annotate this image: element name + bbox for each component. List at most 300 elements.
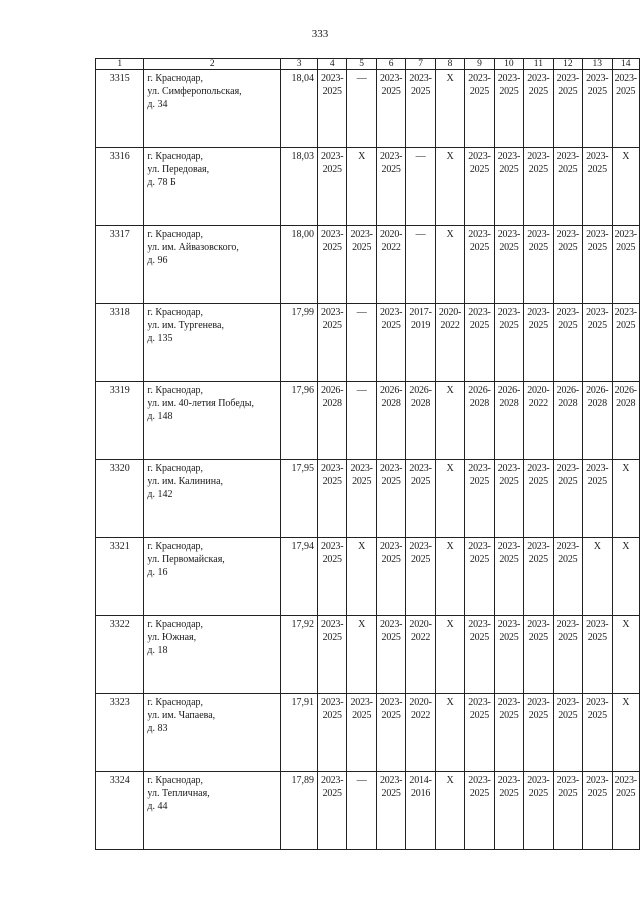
- value-cell: 17,99: [281, 304, 318, 382]
- period-cell: [317, 70, 346, 148]
- period-line: 2023-: [556, 151, 579, 162]
- address-line: г. Краснодар,: [147, 73, 204, 84]
- period-cell: [406, 304, 435, 382]
- address-line: д. 148: [147, 411, 173, 422]
- period-line: 2023-: [527, 229, 550, 240]
- period-line: 2025: [352, 242, 372, 253]
- period-cell: [494, 304, 523, 382]
- period-cell: [347, 304, 376, 382]
- address-line: г. Краснодар,: [147, 619, 204, 630]
- period-cell: [465, 616, 494, 694]
- period-line: 2023-: [527, 541, 550, 552]
- period-line: 2025: [528, 710, 548, 721]
- period-line: 2025: [381, 710, 401, 721]
- period-line: 2025: [381, 164, 401, 175]
- column-header: 7: [406, 59, 435, 70]
- period-cell: [553, 148, 582, 226]
- period-line: Х: [593, 541, 601, 552]
- column-header: 14: [612, 59, 639, 70]
- period-line: 2023-: [468, 541, 491, 552]
- period-line: 2026-: [614, 385, 637, 396]
- period-line: 2023-: [379, 307, 403, 318]
- period-line: 2025: [322, 554, 342, 565]
- period-line: 2026-: [379, 385, 403, 396]
- period-line: 2025: [469, 788, 490, 799]
- period-line: 2025: [322, 242, 342, 253]
- period-line: 2023-: [497, 151, 521, 162]
- period-line: —: [356, 385, 367, 396]
- period-line: Х: [622, 697, 630, 708]
- period-line: 2023-: [586, 151, 609, 162]
- period-cell: [524, 70, 553, 148]
- period-cell: [612, 382, 639, 460]
- period-line: 2023-: [379, 697, 403, 708]
- period-line: 2028: [381, 398, 401, 409]
- period-line: 2025: [499, 164, 519, 175]
- period-line: Х: [446, 151, 454, 162]
- row-number: 3321: [96, 538, 144, 616]
- period-line: 2023-: [614, 775, 637, 786]
- period-cell: [553, 70, 582, 148]
- period-cell: [317, 694, 346, 772]
- period-line: 2025: [381, 476, 401, 487]
- period-line: 2023-: [409, 463, 432, 474]
- address-line: д. 44: [147, 801, 168, 812]
- period-line: 2023-: [321, 775, 344, 786]
- period-cell: [465, 772, 494, 850]
- period-cell: [583, 382, 612, 460]
- period-cell: [347, 694, 376, 772]
- period-line: 2023-: [379, 619, 403, 630]
- period-line: 2025: [528, 164, 548, 175]
- row-number: 3320: [96, 460, 144, 538]
- period-line: 2023-: [556, 73, 579, 84]
- period-line: 2025: [528, 86, 548, 97]
- period-line: 2025: [499, 710, 519, 721]
- period-line: 2023-: [379, 541, 403, 552]
- address-cell: [144, 148, 281, 226]
- period-cell: [583, 772, 612, 850]
- period-line: 2028: [469, 398, 490, 409]
- period-line: 2026-: [409, 385, 432, 396]
- column-header: 5: [347, 59, 376, 70]
- address-line: г. Краснодар,: [147, 697, 204, 708]
- row-number: 3316: [96, 148, 144, 226]
- period-line: 2023-: [409, 541, 432, 552]
- table-row: [96, 382, 640, 460]
- period-line: 2025: [469, 320, 490, 331]
- period-cell: [435, 694, 464, 772]
- period-line: 2023-: [586, 307, 609, 318]
- table-row: [96, 304, 640, 382]
- period-line: 2025: [322, 86, 342, 97]
- period-line: Х: [622, 151, 630, 162]
- period-line: 2028: [322, 398, 342, 409]
- period-cell: [553, 460, 582, 538]
- period-cell: [494, 616, 523, 694]
- period-cell: [376, 694, 405, 772]
- period-cell: [553, 304, 582, 382]
- period-line: 2025: [499, 554, 519, 565]
- period-line: 2025: [499, 476, 519, 487]
- period-line: 2025: [322, 320, 342, 331]
- address-line: д. 142: [147, 489, 173, 500]
- period-line: 2025: [352, 710, 372, 721]
- period-cell: [347, 538, 376, 616]
- period-line: Х: [622, 463, 630, 474]
- period-cell: [553, 538, 582, 616]
- period-line: 2022: [381, 242, 401, 253]
- column-header-row: [96, 59, 640, 70]
- period-line: 2026-: [497, 385, 521, 396]
- period-line: 2025: [322, 632, 342, 643]
- period-line: 2025: [558, 164, 578, 175]
- page-number: 333: [311, 28, 329, 40]
- period-cell: [524, 694, 553, 772]
- period-line: 2025: [587, 710, 607, 721]
- address-line: д. 34: [147, 99, 168, 110]
- table-row: [96, 148, 640, 226]
- period-cell: [435, 70, 464, 148]
- period-cell: [553, 772, 582, 850]
- period-cell: [317, 382, 346, 460]
- period-cell: [612, 226, 639, 304]
- period-cell: [435, 382, 464, 460]
- period-line: 2025: [322, 476, 342, 487]
- address-cell: [144, 694, 281, 772]
- period-line: 2023-: [468, 697, 491, 708]
- value-cell: 18,04: [281, 70, 318, 148]
- period-cell: [435, 460, 464, 538]
- value-cell: 18,03: [281, 148, 318, 226]
- period-line: 2023-: [527, 151, 550, 162]
- period-cell: [465, 382, 494, 460]
- period-line: 2023-: [556, 307, 579, 318]
- period-line: 2025: [558, 788, 578, 799]
- address-cell: [144, 538, 281, 616]
- period-cell: [376, 148, 405, 226]
- address-line: ул. им. Калинина,: [147, 476, 224, 487]
- period-cell: [317, 148, 346, 226]
- period-line: 2023-: [321, 73, 344, 84]
- address-line: г. Краснодар,: [147, 541, 204, 552]
- period-line: 2028: [616, 398, 636, 409]
- period-line: 2023-: [497, 697, 521, 708]
- period-line: 2023-: [556, 541, 579, 552]
- period-line: —: [415, 151, 426, 162]
- period-line: 2025: [381, 86, 401, 97]
- period-cell: [347, 460, 376, 538]
- period-line: 2023-: [497, 463, 521, 474]
- value-cell: 17,94: [281, 538, 318, 616]
- period-line: 2023-: [527, 697, 550, 708]
- address-line: ул. Тепличная,: [147, 788, 210, 799]
- period-line: Х: [446, 463, 454, 474]
- period-cell: [347, 382, 376, 460]
- period-line: 2026-: [556, 385, 579, 396]
- period-cell: [494, 460, 523, 538]
- period-line: 2023-: [468, 307, 491, 318]
- period-line: 2025: [469, 632, 490, 643]
- table-row: [96, 538, 640, 616]
- column-header: 10: [494, 59, 523, 70]
- period-line: 2025: [469, 476, 490, 487]
- row-number: 3318: [96, 304, 144, 382]
- period-cell: [612, 616, 639, 694]
- period-cell: [317, 772, 346, 850]
- period-line: 2025: [558, 632, 578, 643]
- period-cell: [435, 226, 464, 304]
- period-cell: [376, 616, 405, 694]
- period-line: 2028: [499, 398, 519, 409]
- period-cell: [583, 460, 612, 538]
- period-line: 2020-: [527, 385, 550, 396]
- period-line: 2014-: [409, 775, 432, 786]
- period-line: 2025: [528, 242, 548, 253]
- table-row: [96, 772, 640, 850]
- period-cell: [583, 694, 612, 772]
- table-row: [96, 460, 640, 538]
- period-line: 2023-: [350, 697, 373, 708]
- address-line: д. 135: [147, 333, 173, 344]
- address-line: ул. им. Айвазовского,: [147, 242, 239, 253]
- column-header: 11: [524, 59, 553, 70]
- period-line: 2025: [499, 320, 519, 331]
- period-cell: [376, 772, 405, 850]
- column-header: 8: [435, 59, 464, 70]
- period-cell: [524, 304, 553, 382]
- period-line: Х: [446, 619, 454, 630]
- period-cell: [406, 460, 435, 538]
- value-cell: 18,00: [281, 226, 318, 304]
- period-cell: [465, 226, 494, 304]
- value-cell: 17,96: [281, 382, 318, 460]
- period-line: 2025: [528, 476, 548, 487]
- period-cell: [376, 70, 405, 148]
- period-cell: [347, 226, 376, 304]
- period-line: 2023-: [379, 775, 403, 786]
- column-header: 6: [376, 59, 405, 70]
- value-cell: 17,92: [281, 616, 318, 694]
- period-line: 2025: [587, 476, 607, 487]
- period-cell: [406, 226, 435, 304]
- period-line: 2028: [587, 398, 607, 409]
- period-line: 2025: [499, 86, 519, 97]
- period-line: 2025: [499, 242, 519, 253]
- period-line: 2023-: [468, 619, 491, 630]
- period-line: 2019: [410, 320, 431, 331]
- period-line: 2023-: [409, 73, 432, 84]
- period-line: 2023-: [497, 619, 521, 630]
- period-cell: [494, 382, 523, 460]
- period-line: Х: [446, 229, 454, 240]
- period-line: 2023-: [614, 73, 637, 84]
- period-cell: [612, 70, 639, 148]
- period-line: 2025: [558, 86, 578, 97]
- period-line: 2017-: [409, 307, 432, 318]
- period-line: 2023-: [614, 307, 637, 318]
- period-line: Х: [358, 541, 366, 552]
- period-line: 2023-: [527, 307, 550, 318]
- period-cell: [406, 70, 435, 148]
- period-line: 2025: [322, 788, 342, 799]
- period-cell: [553, 226, 582, 304]
- period-line: 2023-: [468, 229, 491, 240]
- period-line: 2025: [558, 476, 578, 487]
- address-cell: [144, 382, 281, 460]
- period-cell: [465, 460, 494, 538]
- address-cell: [144, 616, 281, 694]
- period-cell: [553, 694, 582, 772]
- period-line: 2022: [440, 320, 460, 331]
- period-cell: [612, 538, 639, 616]
- period-line: 2023-: [321, 151, 344, 162]
- period-cell: [524, 382, 553, 460]
- period-cell: [612, 148, 639, 226]
- period-line: 2023-: [556, 697, 579, 708]
- period-line: 2025: [322, 710, 342, 721]
- period-line: 2028: [558, 398, 578, 409]
- period-cell: [524, 616, 553, 694]
- period-line: 2025: [322, 164, 342, 175]
- row-number: 3315: [96, 70, 144, 148]
- period-cell: [435, 148, 464, 226]
- period-line: 2025: [469, 242, 490, 253]
- period-cell: [553, 616, 582, 694]
- period-line: 2023-: [556, 619, 579, 630]
- period-line: Х: [446, 775, 454, 786]
- period-line: 2025: [528, 320, 548, 331]
- period-line: —: [356, 307, 367, 318]
- period-line: 2025: [558, 242, 578, 253]
- period-cell: [376, 460, 405, 538]
- period-line: 2023-: [497, 775, 521, 786]
- period-cell: [376, 382, 405, 460]
- period-line: 2023-: [379, 73, 403, 84]
- period-line: 2023-: [556, 229, 579, 240]
- period-cell: [524, 772, 553, 850]
- period-cell: [465, 538, 494, 616]
- address-line: г. Краснодар,: [147, 775, 204, 786]
- period-line: 2023-: [527, 775, 550, 786]
- column-header: 12: [553, 59, 582, 70]
- address-cell: [144, 304, 281, 382]
- period-cell: [376, 538, 405, 616]
- period-cell: [406, 382, 435, 460]
- row-number: 3319: [96, 382, 144, 460]
- period-line: 2025: [616, 320, 636, 331]
- period-cell: [435, 772, 464, 850]
- address-cell: [144, 70, 281, 148]
- period-cell: [465, 148, 494, 226]
- address-line: ул. Симферопольская,: [147, 86, 242, 97]
- period-line: 2023-: [350, 463, 373, 474]
- period-line: 2023-: [586, 697, 609, 708]
- address-line: ул. им. 40-летия Победы,: [147, 398, 254, 409]
- period-line: Х: [446, 385, 454, 396]
- period-cell: [524, 460, 553, 538]
- period-line: 2025: [410, 86, 431, 97]
- period-cell: [494, 694, 523, 772]
- period-line: 2026-: [468, 385, 491, 396]
- period-line: 2028: [410, 398, 431, 409]
- period-line: 2023-: [497, 73, 521, 84]
- address-line: д. 16: [147, 567, 168, 578]
- period-cell: [494, 70, 523, 148]
- period-line: 2023-: [556, 463, 579, 474]
- period-line: 2023-: [468, 775, 491, 786]
- period-line: 2020-: [409, 697, 432, 708]
- period-line: 2020-: [379, 229, 403, 240]
- period-cell: [553, 382, 582, 460]
- table-row: [96, 616, 640, 694]
- period-line: 2023-: [350, 229, 373, 240]
- period-line: 2023-: [497, 541, 521, 552]
- row-number: 3324: [96, 772, 144, 850]
- row-number: 3317: [96, 226, 144, 304]
- period-line: 2022: [528, 398, 548, 409]
- period-line: 2025: [616, 242, 636, 253]
- address-cell: [144, 772, 281, 850]
- period-line: 2026-: [586, 385, 609, 396]
- period-line: 2025: [528, 554, 548, 565]
- period-cell: [583, 148, 612, 226]
- period-line: 2025: [558, 320, 578, 331]
- period-line: 2025: [381, 632, 401, 643]
- value-cell: 17,91: [281, 694, 318, 772]
- address-line: г. Краснодар,: [147, 229, 204, 240]
- period-line: 2023-: [586, 73, 609, 84]
- period-cell: [524, 148, 553, 226]
- period-line: 2025: [587, 320, 607, 331]
- period-cell: [494, 226, 523, 304]
- period-line: 2020-: [409, 619, 432, 630]
- period-cell: [317, 304, 346, 382]
- period-line: 2023-: [321, 619, 344, 630]
- value-cell: 17,89: [281, 772, 318, 850]
- address-line: ул. Южная,: [147, 632, 197, 643]
- period-cell: [435, 538, 464, 616]
- period-line: 2025: [352, 476, 372, 487]
- period-line: 2022: [410, 632, 431, 643]
- period-line: 2025: [469, 86, 490, 97]
- period-cell: [583, 304, 612, 382]
- period-line: 2023-: [379, 463, 403, 474]
- period-line: 2023-: [321, 229, 344, 240]
- period-line: 2025: [469, 164, 490, 175]
- period-line: 2025: [469, 710, 490, 721]
- period-line: 2025: [587, 632, 607, 643]
- period-cell: [612, 460, 639, 538]
- address-cell: [144, 460, 281, 538]
- address-line: ул. Первомайская,: [147, 554, 225, 565]
- period-line: 2020-: [438, 307, 462, 318]
- period-line: 2025: [499, 632, 519, 643]
- period-line: 2023-: [586, 463, 609, 474]
- period-line: —: [356, 73, 367, 84]
- value-cell: 17,95: [281, 460, 318, 538]
- address-line: д. 96: [147, 255, 168, 266]
- period-cell: [347, 70, 376, 148]
- period-line: 2023-: [497, 307, 521, 318]
- period-cell: [406, 694, 435, 772]
- address-line: г. Краснодар,: [147, 151, 204, 162]
- period-cell: [524, 538, 553, 616]
- period-cell: [435, 304, 464, 382]
- period-line: 2025: [558, 710, 578, 721]
- period-cell: [465, 304, 494, 382]
- period-line: 2023-: [586, 229, 609, 240]
